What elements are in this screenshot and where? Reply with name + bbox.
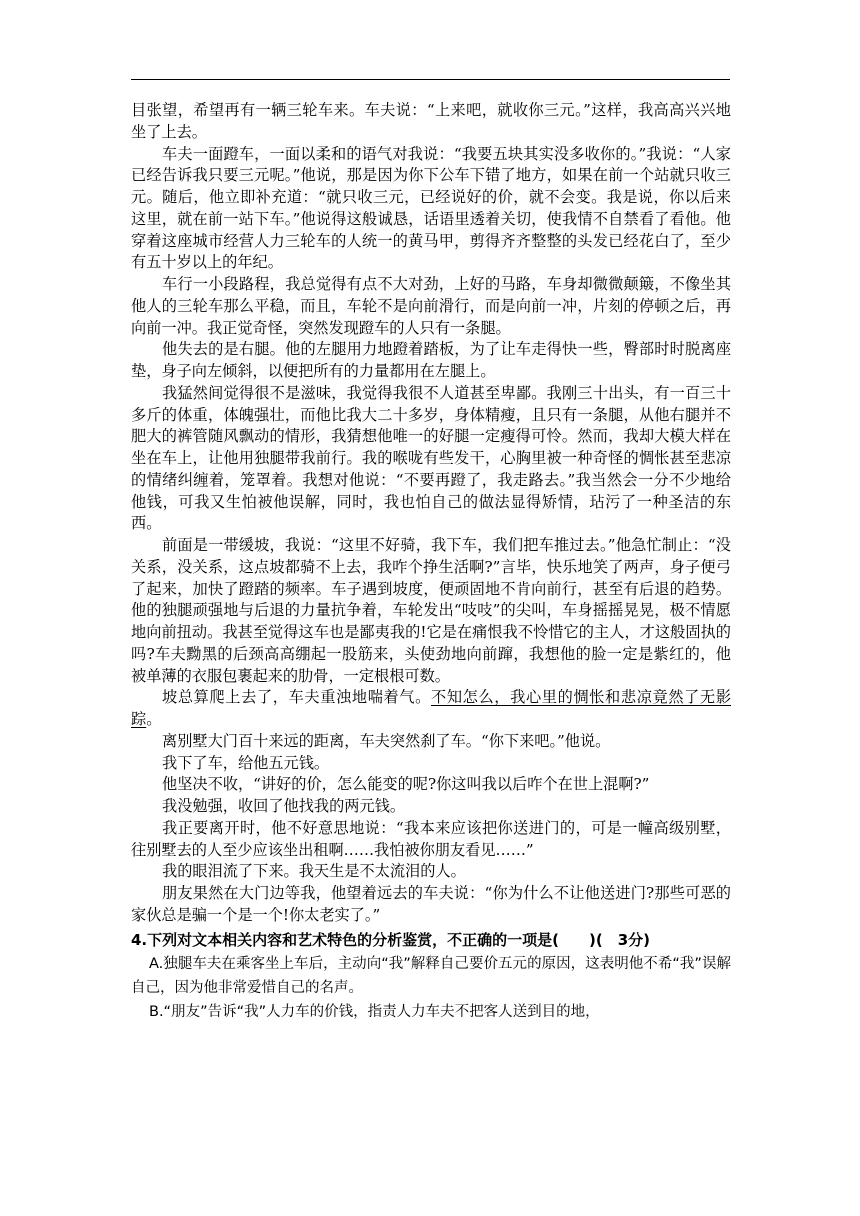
- story-paragraph: [131, 687, 731, 731]
- question-stem: 4.下列对文本相关内容和艺术特色的分析鉴赏，不正确的一项是( )( 3分): [131, 930, 650, 949]
- story-paragraph: 我下了车，给他五元钱。: [162, 753, 330, 772]
- story-paragraph: 车夫一面蹬车，一面以柔和的语气对我说：“我要五块其实没多收你的。”我说：“人家已经告诉我只要三元呢。”他说，那是因为你下公车下错了地方，如果在前一个站就只收三元。随后，他立即补充道：“就只收三元，已经说好的价，就不会变。我是说，你以后来这里，就在前一站下车。”他说得这般诚恳，话语里透着关切，使我情不自禁看了看他。他穿着这座城市经营人力三轮车的人统一的黄马甲，剪得齐齐整整的头发已经花白了，至少有五十岁以上的年纪。: [131, 144, 731, 272]
- period-mark: 。: [146, 710, 162, 728]
- story-paragraph: 离别墅大门百十来远的距离，车夫突然刹了车。“你下来吧。”他说。: [162, 731, 611, 750]
- story-paragraph: 我的眼泪流了下来。我天生是不太流泪的人。: [162, 862, 466, 881]
- plain-sentence: 坡总算爬上去了，车夫重浊地喘着气。: [162, 688, 431, 707]
- story-paragraph: 我猛然间觉得很不是滋味，我觉得我很不人道甚至卑鄙。我刚三十出头，有一百三十多斤的体重，体魄强壮，而他比我大二十多岁，身体精瘦，且只有一条腿，从他右腿并不肥大的裤管随风飘动的情形，我猜想他唯一的好腿一定瘦得可怜。然而，我却大模大样在坐在车上，让他用独腿带我前行。我的喉咙有些发干，心胸里被一种奇怪的惆怅甚至悲凉的情绪纠缠着，笼罩着。我想对他说：“不要再蹬了，我走路去。”我当然会一分不少地给他钱，可我又生怕被他误解，同时，我也怕自己的做法显得矫情，玷污了一种圣洁的东西。: [131, 383, 731, 533]
- story-paragraph: 他失去的是右腿。他的左腿用力地蹬着踏板，为了让车走得快一些，臀部时时脱离座垫，身子向左倾斜，以便把所有的力量都用在左腿上。: [131, 340, 731, 380]
- option-b: B.“朋友”告诉“我”人力车的价钱，指责人力车夫不把客人送到目的地，: [149, 1003, 600, 1020]
- underlined-sentence: 不知怎么，我心里的惆怅和悲凉竟然了无影踪: [131, 688, 732, 728]
- story-paragraph: 前面是一带缓坡，我说：“这里不好骑，我下车，我们把车推过去。”他急忙制止：“没关系，没关系，这点坡都骑不上去，我咋个挣生活啊?”言毕，快乐地笑了两声，身子便弓了起来，加快了蹬踏的频率。车子遇到坡度，便顽固地不肯向前行，甚至有后退的趋势。他的独腿顽强地与后退的力量抗争着，车轮发出“吱吱”的尖叫，车身摇摇晃晃，极不情愿地向前扭动。我甚至觉得这车也是鄙夷我的!它是在痛恨我不怜惜它的主人，才这般固执的吗?车夫黝黑的后颈高高绷起一股筋来，头使劲地向前蹿，我想他的脸一定是紫红的，他被单薄的衣服包裹起来的肋骨，一定根根可数。: [131, 536, 731, 685]
- story-paragraph: 朋友果然在大门边等我，他望着远去的车夫说：“你为什么不让他送进门?那些可恶的家伙总是骗一个是一个!你太老实了。”: [131, 884, 731, 924]
- story-paragraph: 我没勉强，收回了他找我的两元钱。: [162, 797, 405, 815]
- story-paragraph: 目张望，希望再有一辆三轮车来。车夫说：“上来吧，就收你三元。”这样，我高高兴兴地坐了上去。: [131, 101, 731, 141]
- header-rule: [131, 79, 730, 80]
- story-paragraph: 他坚决不收，“讲好的价，怎么能变的呢?你这叫我以后咋个在世上混啊?”: [162, 775, 650, 794]
- story-paragraph: 我正要离开时，他不好意思地说：“我本来应该把你送进门的，可是一幢高级别墅，往别墅去的人至少应该坐出租啊……我怕被你朋友看见……”: [131, 818, 731, 859]
- story-paragraph: 车行一小段路程，我总觉得有点不大对劲，上好的马路，车身却微微颠簸，不像坐其他人的三轮车那么平稳，而且，车轮不是向前滑行，而是向前一冲，片刻的停顿之后，再向前一冲。我正觉奇怪，突然发现蹬车的人只有一条腿。: [131, 275, 731, 337]
- story-text: [131, 100, 731, 1024]
- option-a: A.独腿车夫在乘客坐上车后，主动向“我”解释自己要价五元的原因，这表明他不希“我”误解自己，因为他非常爱惜自己的名声。: [131, 955, 731, 996]
